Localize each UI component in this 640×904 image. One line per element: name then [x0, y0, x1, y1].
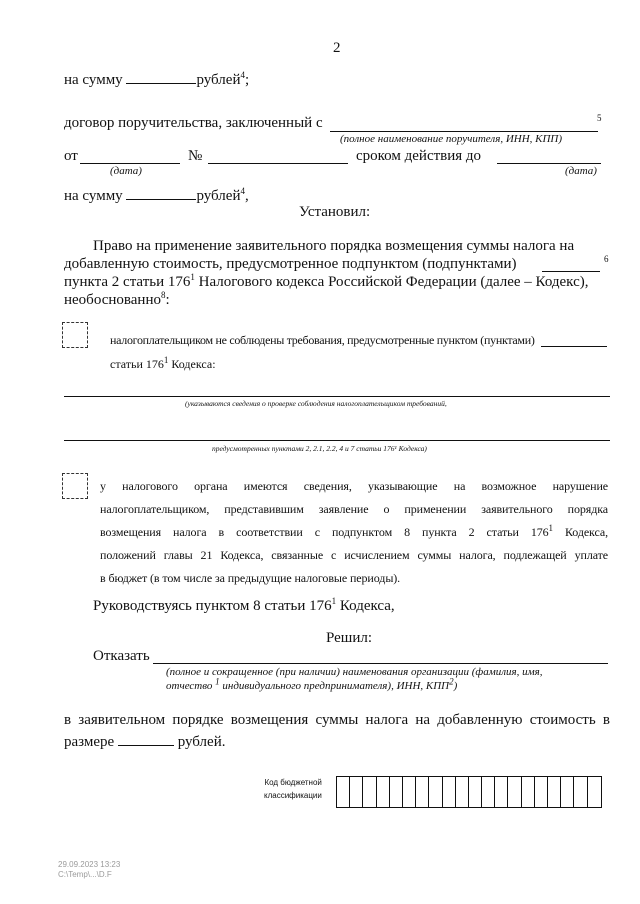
subpoint-blank — [542, 271, 600, 272]
contract-footnote-mark: 5 — [597, 113, 602, 123]
final-line1: в заявительном порядке возмещения суммы налога на добавленную стоимость в — [64, 712, 610, 728]
kbk-label-line1: Код бюджетной — [264, 778, 322, 787]
guarantor-hint: (полное наименование поручителя, ИНН, КПП) — [340, 133, 563, 145]
kbk-digit-cell[interactable] — [337, 777, 350, 807]
option2-checkbox[interactable] — [62, 473, 88, 499]
guided-by-text: Руководствуясь пунктом 8 статьи $176^1$ Кодекса, — [93, 596, 395, 614]
kbk-digit-cell[interactable] — [443, 777, 456, 807]
contract-label: договор поручительства, заключенный с — [64, 115, 323, 131]
kbk-digit-cell[interactable] — [429, 777, 442, 807]
option1-details-line2 — [64, 440, 610, 441]
date-hint-1: (дата) — [110, 165, 142, 177]
from-label: от — [64, 148, 78, 164]
option1-details-line1 — [64, 396, 610, 397]
paragraph1-line4: необоснованно$^8$: — [64, 290, 170, 308]
date-hint-2: (дата) — [565, 165, 597, 177]
kbk-digit-cell[interactable] — [363, 777, 376, 807]
kbk-label-line2: классификации — [264, 791, 322, 800]
paragraph1-line2: добавленную стоимость, предусмотренное подпунктом (подпунктами) — [64, 256, 517, 272]
kbk-digit-cell[interactable] — [548, 777, 561, 807]
refuse-hint-line2: отчество $^1$ индивидуального предпринимателя), ИНН, КПП$^2$) — [166, 676, 458, 692]
number-blank — [208, 163, 348, 164]
kbk-digit-cell[interactable] — [522, 777, 535, 807]
guarantor-blank — [330, 131, 598, 132]
number-label: № — [188, 148, 203, 164]
sum-line-2: на сумму рублей$^4$, — [64, 186, 249, 204]
refuse-name-blank — [153, 663, 608, 664]
option1-line2: статьи $176^1$ Кодекса: — [110, 355, 216, 371]
sum-blank-1 — [126, 69, 196, 84]
option1-hint1: (указываются сведения о проверке соблюдения налогоплательщиком требований, — [185, 399, 447, 408]
sum-line-1: на сумму рублей$^4$; — [64, 70, 250, 88]
kbk-digit-cell[interactable] — [482, 777, 495, 807]
decided-heading: Решил: — [326, 630, 373, 646]
option2-line3: возмещения налога в соответствии с подпунктом 8 пункта 2 статьи $176^1$ Кодекса, — [100, 523, 608, 539]
option2-line2: налогоплательщиком, представившим заявление о применении заявительного порядка — [100, 502, 608, 516]
option2-line4: положений главы 21 Кодекса, связанные с исчислением суммы налога, подлежащей уплате — [100, 548, 608, 562]
kbk-digit-cell[interactable] — [469, 777, 482, 807]
sum-blank-2 — [126, 185, 196, 200]
page-number: 2 — [333, 40, 341, 56]
option1-point-blank — [541, 346, 607, 347]
kbk-digit-cell[interactable] — [588, 777, 601, 807]
option2-line5: в бюджет (в том числе за предыдущие налоговые периоды). — [100, 571, 401, 585]
date-blank-1 — [80, 163, 180, 164]
footer-path: С:\Temp\...\D.F — [58, 870, 112, 879]
kbk-digit-cell[interactable] — [390, 777, 403, 807]
term-label: сроком действия до — [356, 148, 482, 164]
option2-line1: у налогового органа имеются сведения, указывающие на возможное нарушение — [100, 479, 608, 493]
kbk-digit-cell[interactable] — [495, 777, 508, 807]
kbk-digit-cell[interactable] — [403, 777, 416, 807]
kbk-digit-cell[interactable] — [456, 777, 469, 807]
kbk-digit-cell[interactable] — [561, 777, 574, 807]
paragraph1-footnote-6: 6 — [604, 254, 609, 264]
kbk-code-field[interactable] — [336, 776, 602, 808]
kbk-digit-cell[interactable] — [350, 777, 363, 807]
option1-hint2: предусмотренных пунктами 2, 2.1, 2.2, 4 и 7 статьи 176¹ Кодекса) — [212, 444, 427, 453]
kbk-digit-cell[interactable] — [535, 777, 548, 807]
date-blank-2 — [497, 163, 601, 164]
option1-checkbox[interactable] — [62, 322, 88, 348]
kbk-label — [264, 776, 322, 802]
kbk-digit-cell[interactable] — [416, 777, 429, 807]
established-heading: Установил: — [299, 204, 371, 220]
refuse-hint-line1: (полное и сокращенное (при наличии) наименования организации (фамилия, имя, — [166, 666, 543, 678]
option1-line1: налогоплательщиком не соблюдены требования, предусмотренные пунктом (пунктами) — [110, 333, 535, 347]
amount-blank — [118, 731, 174, 746]
final-line2: размере рублей. — [64, 731, 225, 751]
paragraph1-line3: пункта 2 статьи $176^1$ Налогового кодекса Российской Федерации (далее – Кодекс), — [64, 272, 589, 290]
kbk-digit-cell[interactable] — [377, 777, 390, 807]
paragraph1-line1: Право на применение заявительного порядка возмещения суммы налога на — [93, 238, 575, 254]
kbk-digit-cell[interactable] — [508, 777, 521, 807]
kbk-digit-cell[interactable] — [574, 777, 587, 807]
footer-timestamp: 29.09.2023 13:23 — [58, 860, 121, 869]
refuse-label: Отказать — [93, 648, 150, 664]
option2-text — [100, 475, 608, 590]
